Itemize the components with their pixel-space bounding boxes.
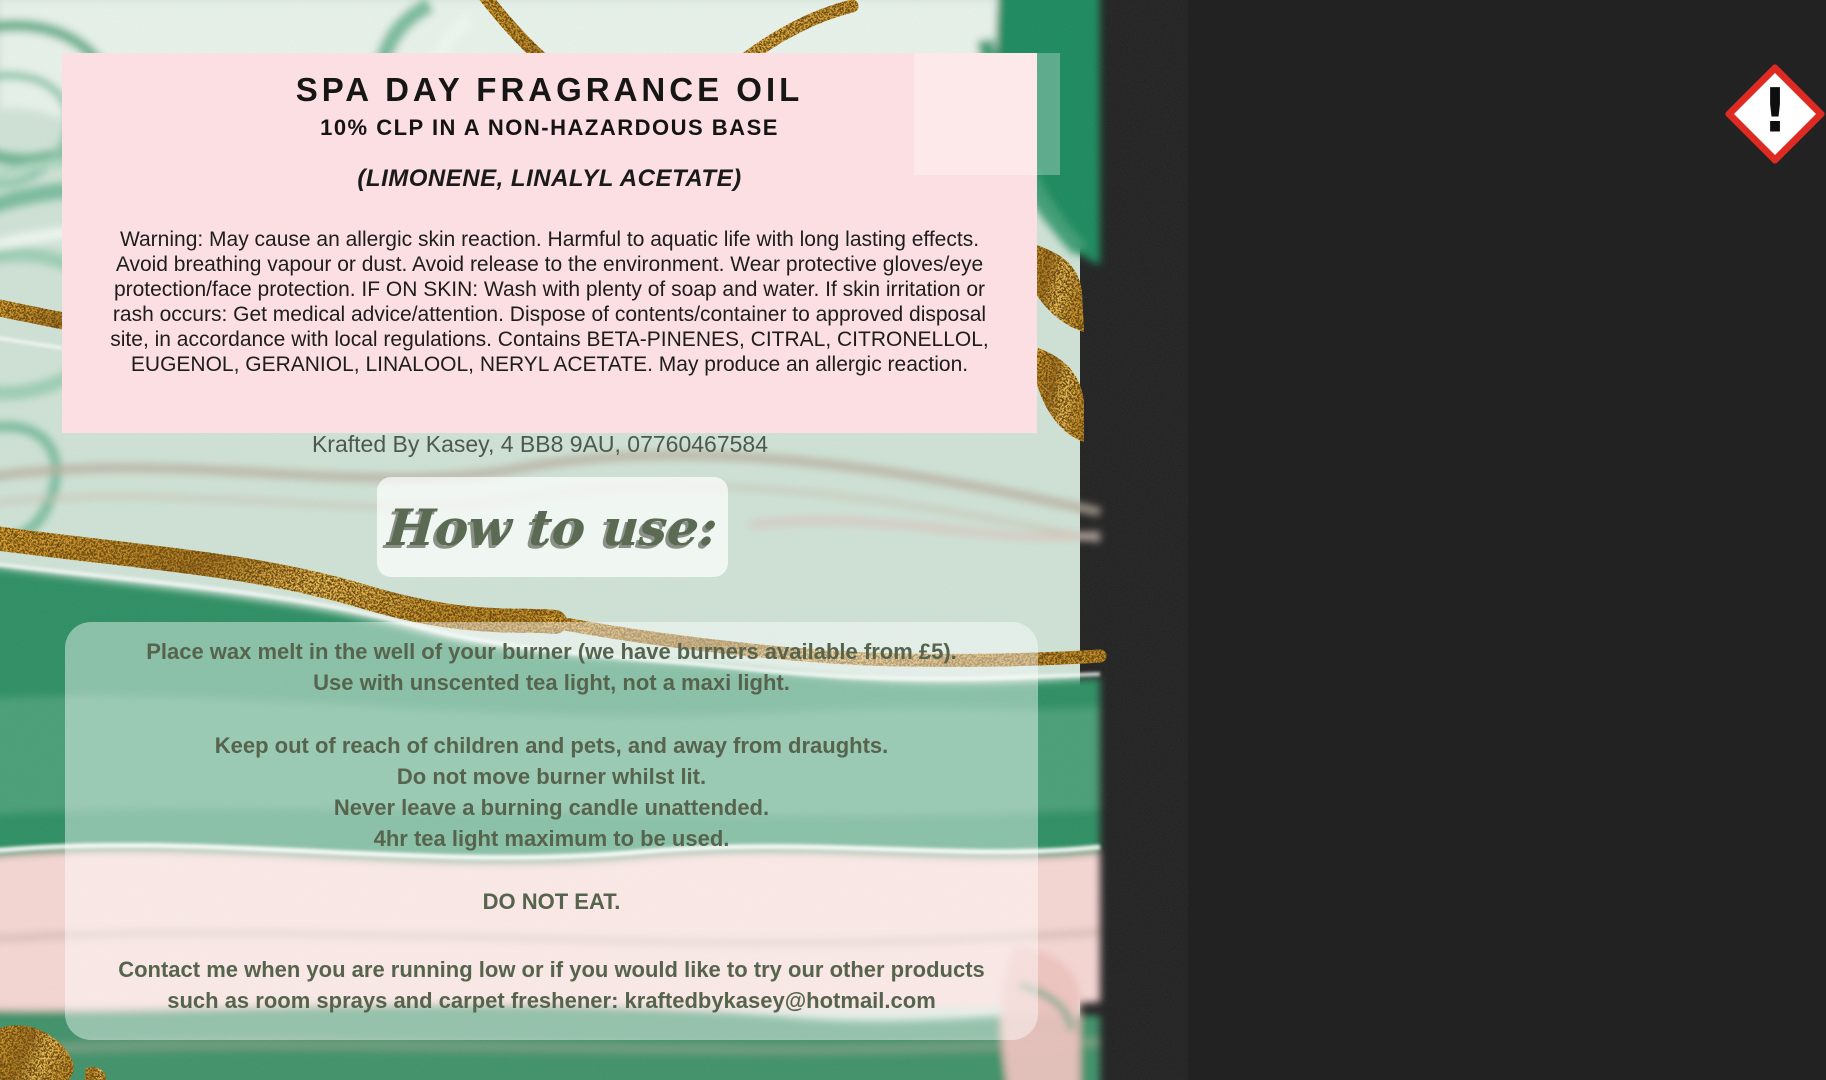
do-not-eat-warning	[65, 886, 1038, 917]
instruction-line: Contact me when you are running low or if you would like to try our other products	[118, 957, 985, 982]
instruction-line: Use with unscented tea light, not a maxi light.	[313, 670, 790, 695]
instruction-line: Do not move burner whilst lit.	[396, 764, 707, 789]
clp-warning-panel	[62, 53, 1788, 433]
instruction-line: Place wax melt in the well of your burner (we have burners available from £5).	[146, 639, 957, 664]
instruction-line: such as room sprays and carpet freshener: kraftedbykasey@hotmail.com	[167, 988, 936, 1013]
product-title: SPA DAY FRAGRANCE OIL	[295, 71, 804, 108]
how-to-use-heading: How to use:	[385, 497, 720, 557]
clp-subtitle: 10% CLP IN A NON-HAZARDOUS BASE	[320, 115, 779, 140]
exclamation-glyph: !	[1762, 75, 1788, 147]
instructions-panel	[65, 622, 1038, 1040]
instruction-line: Never leave a burning candle unattended.	[333, 795, 770, 820]
reorder-contact-paragraph	[65, 954, 1038, 1016]
instruction-line: Keep out of reach of children and pets, and away from draughts.	[214, 733, 889, 758]
clp-warning-text: Warning: May cause an allergic skin reaction. Harmful to aquatic life with long lasting effects. Avoid breathing vapour or dust. Avoid release to the environment. Wear protective gloves/eye protection/face protection. IF ON SKIN: Wash with plenty of soap and water. If skin irritation or rash occurs: Get medical advice/attention. Dispose of contents/container to approved disposal site, in accordance with local regulations. Contains BETA-PINENES, CITRAL, CITRONELLOL, EUGENOL, GERANIOL, LINALOOL, NERYL ACETATE. May produce an allergic reaction.	[110, 228, 989, 376]
instruction-line: DO NOT EAT.	[482, 889, 621, 914]
instruction-line: 4hr tea light maximum to be used.	[373, 826, 730, 851]
ghs-exclamation-mark-icon	[1739, 75, 1811, 150]
usage-paragraph	[65, 636, 1038, 698]
safety-paragraph	[65, 730, 1038, 854]
allergen-declaration: (LIMONENE, LINALYL ACETATE)	[357, 165, 742, 192]
pictogram-backplate	[914, 53, 1788, 175]
how-to-use-banner	[377, 477, 728, 577]
maker-contact-line: Krafted By Kasey, 4 BB8 9AU, 07760467584	[311, 431, 769, 457]
